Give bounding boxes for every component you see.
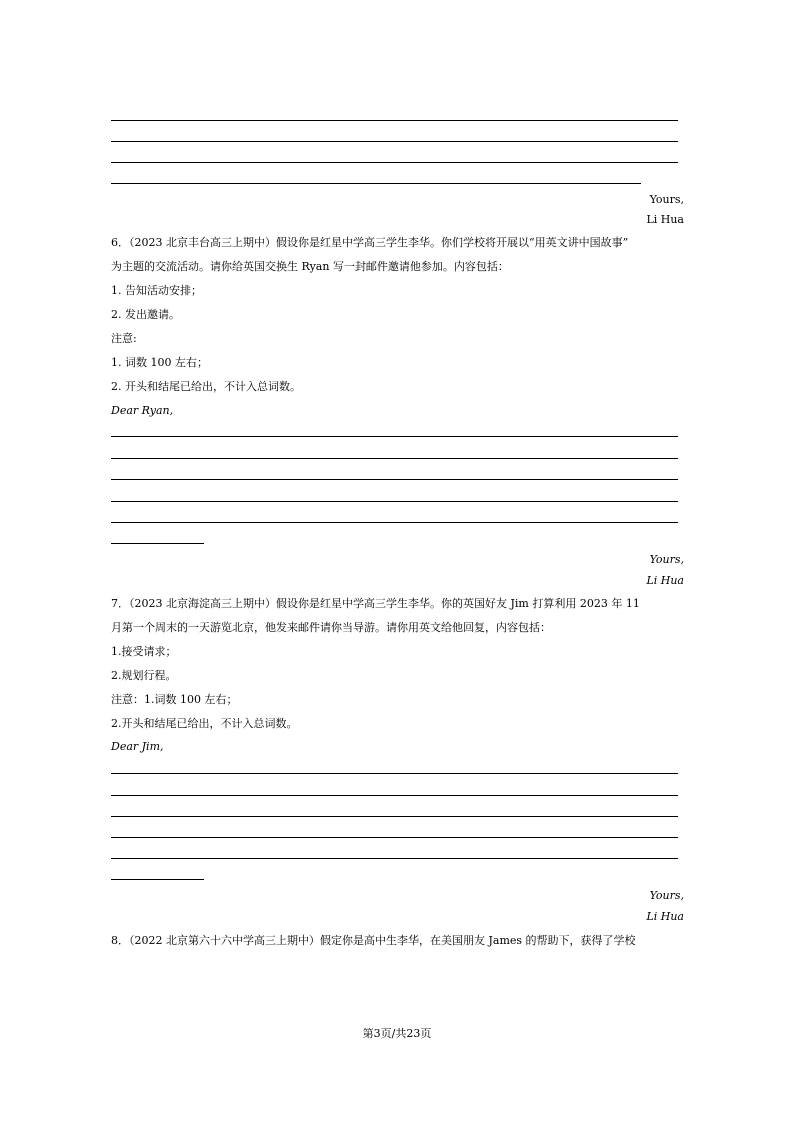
answer-line (111, 795, 678, 796)
answer-line (111, 141, 678, 142)
signature-name: Li Hua (646, 213, 684, 226)
answer-line (111, 436, 678, 437)
answer-line (111, 879, 204, 880)
question-6-item-2: 2. 发出邀请。 (111, 308, 180, 321)
question-6-note-1: 1. 词数 100 左右； (111, 356, 208, 369)
question-6-greeting: Dear Ryan, (111, 404, 174, 417)
question-6-line-2: 为主题的交流活动。请你给英国交换生 Ryan 写一封邮件邀请他参加。内容包括： (111, 260, 509, 273)
answer-line (111, 837, 678, 838)
question-7-item-2: 2.规划行程。 (111, 669, 177, 682)
signature-name: Li Hua (646, 910, 684, 923)
answer-line (111, 773, 678, 774)
answer-line (111, 858, 678, 859)
signature-name: Li Hua (646, 574, 684, 587)
question-7-note-2: 2.开头和结尾已给出，不计入总词数。 (111, 717, 298, 730)
answer-line (111, 162, 678, 163)
question-7-line-2: 月第一个周末的一天游览北京，他发来邮件请你当导游。请你用英文给他回复，内容包括： (111, 621, 551, 634)
question-8-line-1: 8．（2022 北京第六十六中学高三上期中）假定你是高中生李华，在美国朋友 James 的帮助下，获得了学校 (111, 934, 636, 947)
question-6-note-2: 2. 开头和结尾已给出，不计入总词数。 (111, 380, 301, 393)
closing: Yours, (649, 193, 684, 206)
closing: Yours, (649, 553, 684, 566)
answer-line (111, 120, 678, 121)
question-6-line-1: 6．（2023 北京丰台高三上期中）假设你是红星中学高三学生李华。你们学校将开展以“用英文讲中国故事” (111, 236, 629, 249)
question-6-item-1: 1. 告知活动安排； (111, 284, 202, 297)
answer-line (111, 458, 678, 459)
page-number: 第3页/共23页 (362, 1027, 432, 1040)
question-7-note-1: 注意：1.词数 100 左右； (111, 693, 238, 706)
answer-line (111, 501, 678, 502)
answer-line (111, 543, 204, 544)
question-7-item-1: 1.接受请求； (111, 645, 177, 658)
question-6-note-label: 注意: (111, 332, 137, 345)
closing: Yours, (649, 889, 684, 902)
answer-line (111, 816, 678, 817)
answer-line (111, 479, 678, 480)
question-7-line-1: 7．（2023 北京海淀高三上期中）假设你是红星中学高三学生李华。你的英国好友 Jim 打算利用 2023 年 11 (111, 597, 640, 610)
answer-line (111, 522, 678, 523)
question-7-greeting: Dear Jim, (111, 740, 164, 753)
answer-line (111, 183, 641, 184)
